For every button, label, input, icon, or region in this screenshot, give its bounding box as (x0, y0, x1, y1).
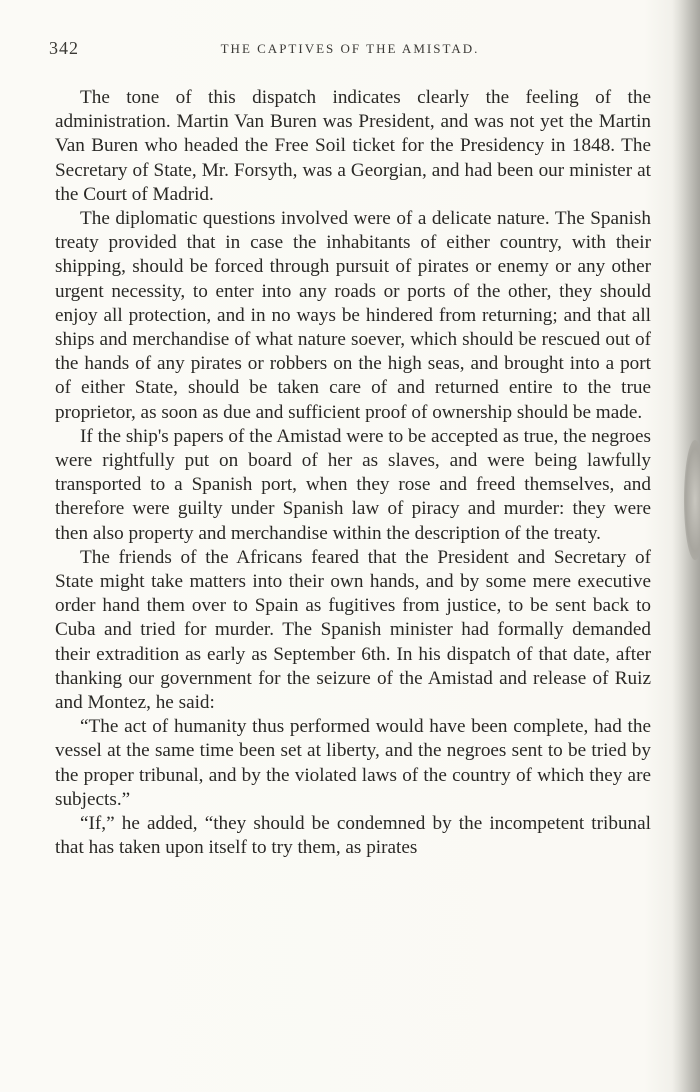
paragraph: The tone of this dispatch indicates clearly the feeling of the administration. Martin Van Buren was President, and was not yet the Martin Van Buren who headed the Free Soil ticket for the Presidency in 1848. The Secretary of State, Mr. Forsyth, was a Georgian, and had been our minister at the Court of Madrid. (55, 87, 651, 205)
page-number: 342 (49, 38, 79, 58)
paragraph: “The act of humanity thus performed would have been complete, had the vessel at the same time been set at liberty, and the negroes sent to be tried by the proper tribunal, and by the violated laws of the country of which they are subjects.” (55, 716, 651, 810)
paragraph: If the ship's papers of the Amistad were to be accepted as true, the negroes were rightfully put on board of her as slaves, and were being lawfully transported to a Spanish port, when they rose and freed themselves, and therefore were guilty under Spanish law of piracy and murder: they were then also property and merchandise within the description of the treaty. (55, 425, 651, 544)
paragraph: The diplomatic questions involved were of a delicate nature. The Spanish treaty provided that in case the inhabitants of either country, with their shipping, should be forced through pursuit of pirates or enemy or any other urgent necessity, to enter into any roads or ports of the other, they should enjoy all protection, and in no ways be hindered from returning; and that all ships and merchandise of what nature soever, which should be rescued out of the hands of any pirates or robbers on the high seas, and brought into a port of either State, should be taken care of and returned entire to the true proprietor, as soon as due and sufficient proof of ownership should be made. (55, 208, 651, 423)
running-header (49, 38, 651, 62)
paragraph: “If,” he added, “they should be condemned by the incompetent tribunal that has taken upon itself to try them, as pirates (55, 813, 651, 859)
body-text (55, 86, 651, 861)
page-edge-blemish (684, 440, 700, 560)
running-title: THE CAPTIVES OF THE AMISTAD. (220, 41, 480, 56)
paragraph: The friends of the Africans feared that the President and Secretary of State might take matters into their own hands, and by some mere executive order hand them over to Spain as fugitives from justice, to be sent back to Cuba and tried for murder. The Spanish minister had formally demanded their extradition as early as September 6th. In his dispatch of that date, after thanking our government for the seizure of the Amistad and release of Ruiz and Montez, he said: (55, 546, 651, 714)
